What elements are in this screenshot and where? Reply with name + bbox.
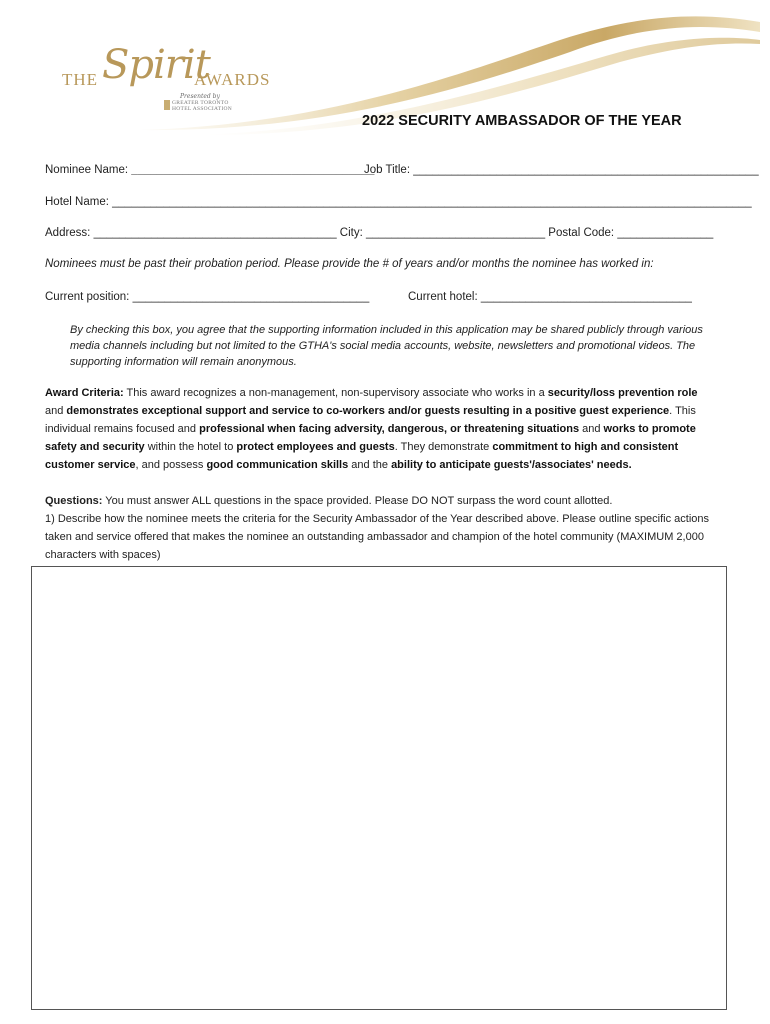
nominee-name-blank: ______________________________________ (131, 164, 375, 176)
logo-spirit-text: Spirit (102, 42, 210, 88)
criteria-bold: ability to anticipate guests'/associates' needs. (391, 459, 632, 471)
logo-presented-by: Presented by (180, 93, 220, 100)
job-title-field[interactable]: Job Title: ______________________________________________________ (364, 164, 759, 176)
consent-statement: By checking this box, you agree that the supporting information included in this application may be shared publicly through various media channels including but not limited to the GTHA's social media accounts, website, newsletters and promotional videos. The supporting information will remain anonymous. (70, 324, 703, 368)
questions-section (45, 492, 725, 564)
questions-label: Questions: (45, 495, 103, 507)
criteria-text: . They demonstrate (394, 441, 493, 453)
spirit-awards-logo (58, 38, 288, 118)
criteria-bold: commitment to high and consistent customer service (45, 441, 679, 471)
probation-note: Nominees must be past their probation period. Please provide the # of years and/or months the nominee has worked in: (45, 258, 654, 270)
address-city-postal-field[interactable]: Address: ______________________________________ City: ____________________________ Postal Code: _______________ (45, 227, 714, 239)
hotel-name-field[interactable]: Hotel Name: ____________________________________________________________________________________________________ (45, 196, 752, 208)
criteria-label: Award Criteria: (45, 387, 124, 399)
criteria-text: , and possess (135, 459, 207, 471)
criteria-text: This award recognizes a non-management, non-supervisory associate who works in a (123, 387, 548, 399)
criteria-bold: demonstrates exceptional support and service to co-workers and/or guests resulting in a positive guest experience (66, 405, 670, 417)
association-mark-icon (164, 100, 170, 110)
criteria-bold: protect employees and guests (236, 441, 395, 453)
document-title: 2022 SECURITY AMBASSADOR OF THE YEAR (362, 113, 682, 129)
current-hotel-field[interactable]: Current hotel: _________________________________ (408, 291, 692, 303)
criteria-text: and the (348, 459, 392, 471)
criteria-text: and (45, 405, 67, 417)
logo-association (172, 100, 232, 112)
association-line-2: HOTEL ASSOCIATION (172, 106, 233, 112)
award-criteria (45, 384, 715, 474)
criteria-bold: works to promote safety and security (45, 423, 696, 453)
criteria-bold: good communication skills (206, 459, 349, 471)
nominee-name-field[interactable] (45, 164, 374, 176)
criteria-text: . This individual remains focused and (45, 405, 696, 435)
nominee-name-label: Nominee Name: (45, 164, 132, 176)
criteria-bold: security/loss prevention role (547, 387, 698, 399)
criteria-text: and (579, 423, 604, 435)
current-position-field[interactable]: Current position: _____________________________________ (45, 291, 370, 303)
question-1-answer-box[interactable] (31, 566, 727, 1010)
logo-awards-text: AWARDS (194, 70, 271, 89)
questions-intro: You must answer ALL questions in the space provided. Please DO NOT surpass the word count allotted. (102, 495, 613, 507)
criteria-bold: professional when facing adversity, dangerous, or threatening situations (199, 423, 580, 435)
logo-the-text: THE (62, 70, 99, 89)
criteria-text: within the hotel to (144, 441, 237, 453)
association-line-1: GREATER TORONTO (172, 100, 229, 106)
question-1: 1) Describe how the nominee meets the criteria for the Security Ambassador of the Year described above. Please outline specific actions taken and service offered that makes the nominee an outstanding ambassador and champion of the hotel community (MAXIMUM 2,000 characters with spaces) (45, 513, 710, 561)
